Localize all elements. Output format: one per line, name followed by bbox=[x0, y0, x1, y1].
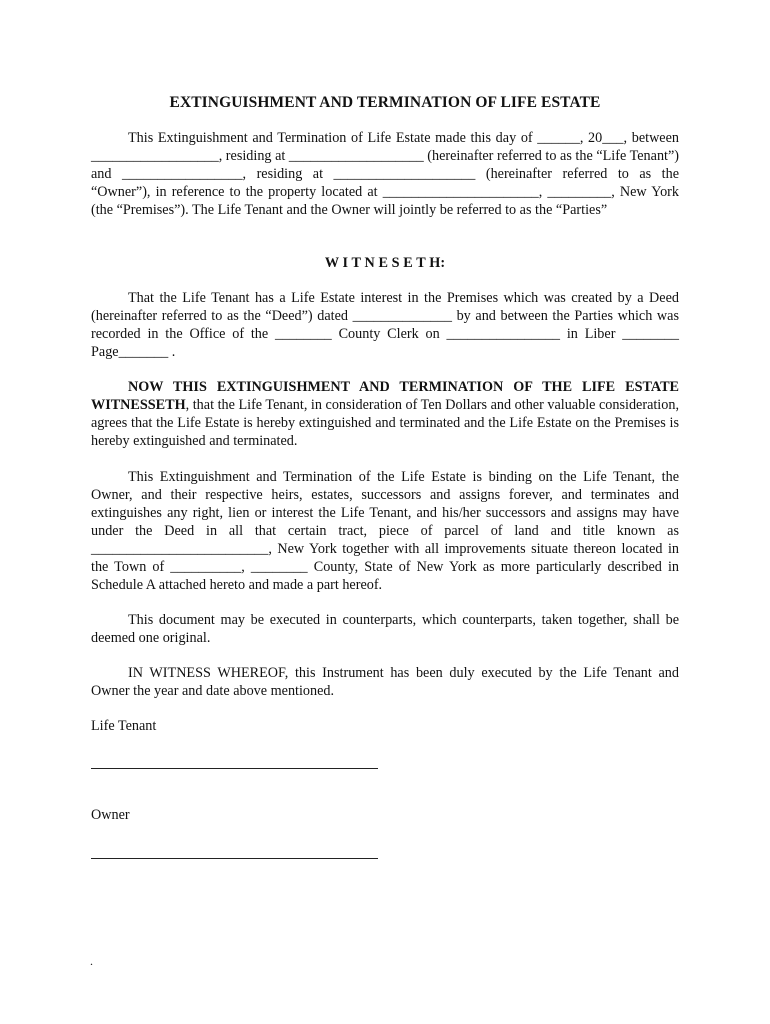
life-tenant-signature-line[interactable] bbox=[91, 768, 378, 769]
binding-paragraph: This Extinguishment and Termination of the Life Estate is binding on the Life Tenant, the Owner, and their respective heirs, estates, successors and assigns forever, and terminates and extinguishes any right, lien or interest the Life Tenant, and his/her successors and assigns may have under the Deed in all that certain tract, piece of parcel of land and title known as _________________________, New York together with all improvements situate thereon located in the Town of __________, ________ County, State of New York as more particularly described in Schedule A attached hereto and made a part hereof. bbox=[91, 469, 679, 593]
owner-signature-line[interactable] bbox=[91, 858, 378, 859]
document-title: EXTINGUISHMENT AND TERMINATION OF LIFE ESTATE bbox=[169, 94, 601, 111]
life-tenant-label: Life Tenant bbox=[91, 718, 157, 734]
witnesseth-heading: W I T N E S E T H: bbox=[324, 255, 446, 271]
now-witnesseth-text: , that the Life Tenant, in consideration of Ten Dollars and other valuable consideration, agrees that the Life Estate is hereby extinguished and terminated and the Life Estate on the Premises is hereby extinguished and terminated. bbox=[91, 397, 679, 449]
in-witness-paragraph: IN WITNESS WHEREOF, this Instrument has been duly executed by the Life Tenant and Owner the year and date above mentioned. bbox=[91, 665, 679, 699]
deed-paragraph: That the Life Tenant has a Life Estate interest in the Premises which was created by a Deed (hereinafter referred to as the “Deed”) dated ______________ by and between the Parties which was recorded in the Office of the ________ County Clerk on ________________ in Liber ________ Page_______ . bbox=[91, 290, 679, 360]
footer-mark: . bbox=[90, 954, 93, 968]
now-witnesseth-paragraph bbox=[91, 378, 679, 450]
intro-paragraph: This Extinguishment and Termination of Life Estate made this day of ______, 20___, between __________________, residing at ___________________ (hereinafter referred to as the “Life Tenant”) and _________________, residing at ____________________ (hereinafter referred to as the “Owner”), in reference to the property located at ______________________, _________, New York (the “Premises”). The Life Tenant and the Owner will jointly be referred to as the “Parties” bbox=[91, 130, 679, 218]
owner-label: Owner bbox=[91, 807, 130, 823]
counterparts-paragraph: This document may be executed in counterparts, which counterparts, taken together, shall be deemed one original. bbox=[91, 612, 679, 646]
now-witnesseth-bold: NOW THIS EXTINGUISHMENT AND TERMINATION OF THE LIFE ESTATE WITNESSETH bbox=[91, 379, 679, 413]
